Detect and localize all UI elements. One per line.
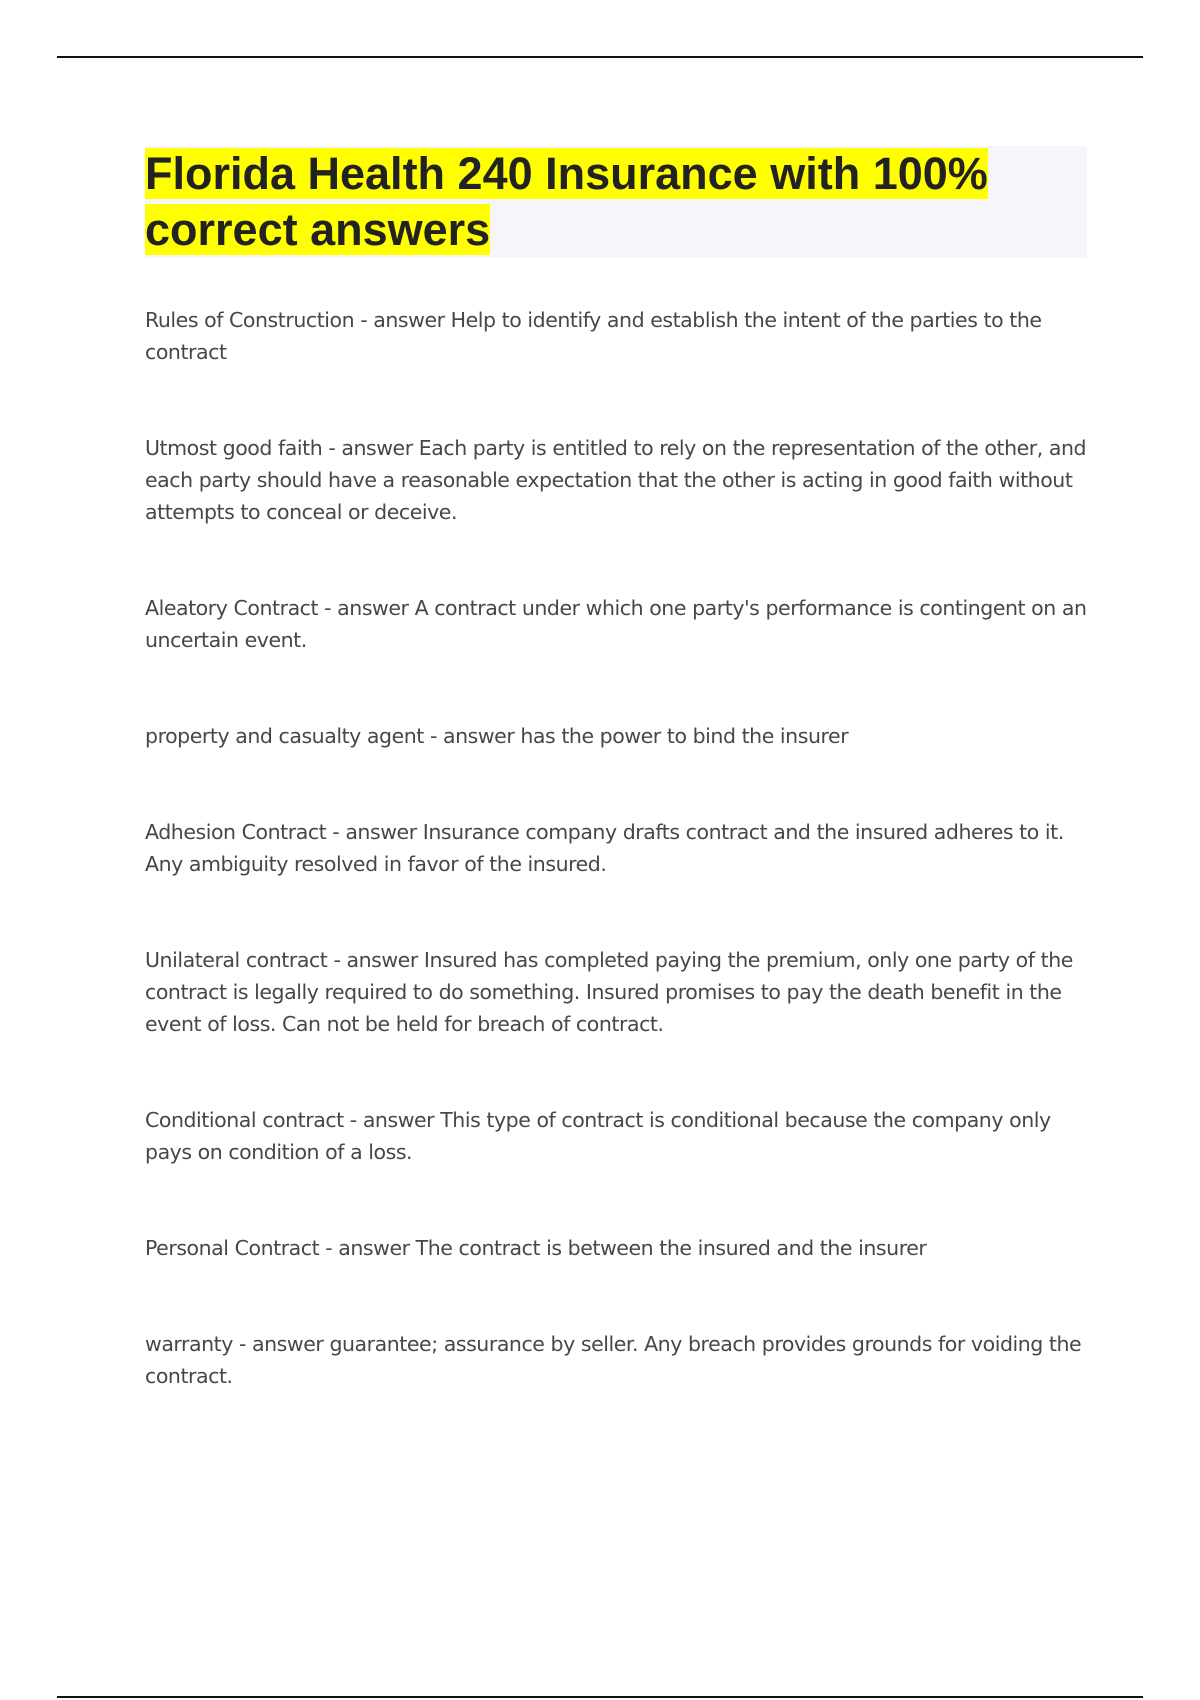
bottom-rule bbox=[57, 1696, 1143, 1698]
document-title-highlight: Florida Health 240 Insurance with 100% correct answers bbox=[145, 148, 988, 255]
qa-entry-personal-contract: Personal Contract - answer The contract is between the insured and the insurer bbox=[145, 1236, 927, 1260]
qa-entry-adhesion-contract: Adhesion Contract - answer Insurance company drafts contract and the insured adheres to it. Any ambiguity resolved in favor of the insured. bbox=[145, 820, 1064, 876]
qa-list bbox=[145, 304, 1090, 1456]
qa-entry-property-casualty-agent: property and casualty agent - answer has the power to bind the insurer bbox=[145, 724, 849, 748]
qa-entry-aleatory-contract: Aleatory Contract - answer A contract under which one party's performance is contingent on an uncertain event. bbox=[145, 596, 1087, 652]
qa-entry-rules-of-construction: Rules of Construction - answer Help to identify and establish the intent of the parties to the contract bbox=[145, 308, 1042, 364]
qa-entry-utmost-good-faith: Utmost good faith - answer Each party is entitled to rely on the representation of the other, and each party should have a reasonable expectation that the other is acting in good faith without attempts to conceal or deceive. bbox=[145, 436, 1087, 524]
title-block bbox=[145, 146, 1087, 258]
document-title bbox=[145, 146, 1087, 258]
qa-entry-unilateral-contract: Unilateral contract - answer Insured has completed paying the premium, only one party of the contract is legally required to do something. Insured promises to pay the death benefit in the event of loss. Can not be held for breach of contract. bbox=[145, 948, 1073, 1036]
top-rule bbox=[57, 56, 1143, 58]
qa-entry-conditional-contract: Conditional contract - answer This type of contract is conditional because the company only pays on condition of a loss. bbox=[145, 1108, 1051, 1164]
qa-entry-warranty: warranty - answer guarantee; assurance by seller. Any breach provides grounds for voiding the contract. bbox=[145, 1332, 1082, 1388]
